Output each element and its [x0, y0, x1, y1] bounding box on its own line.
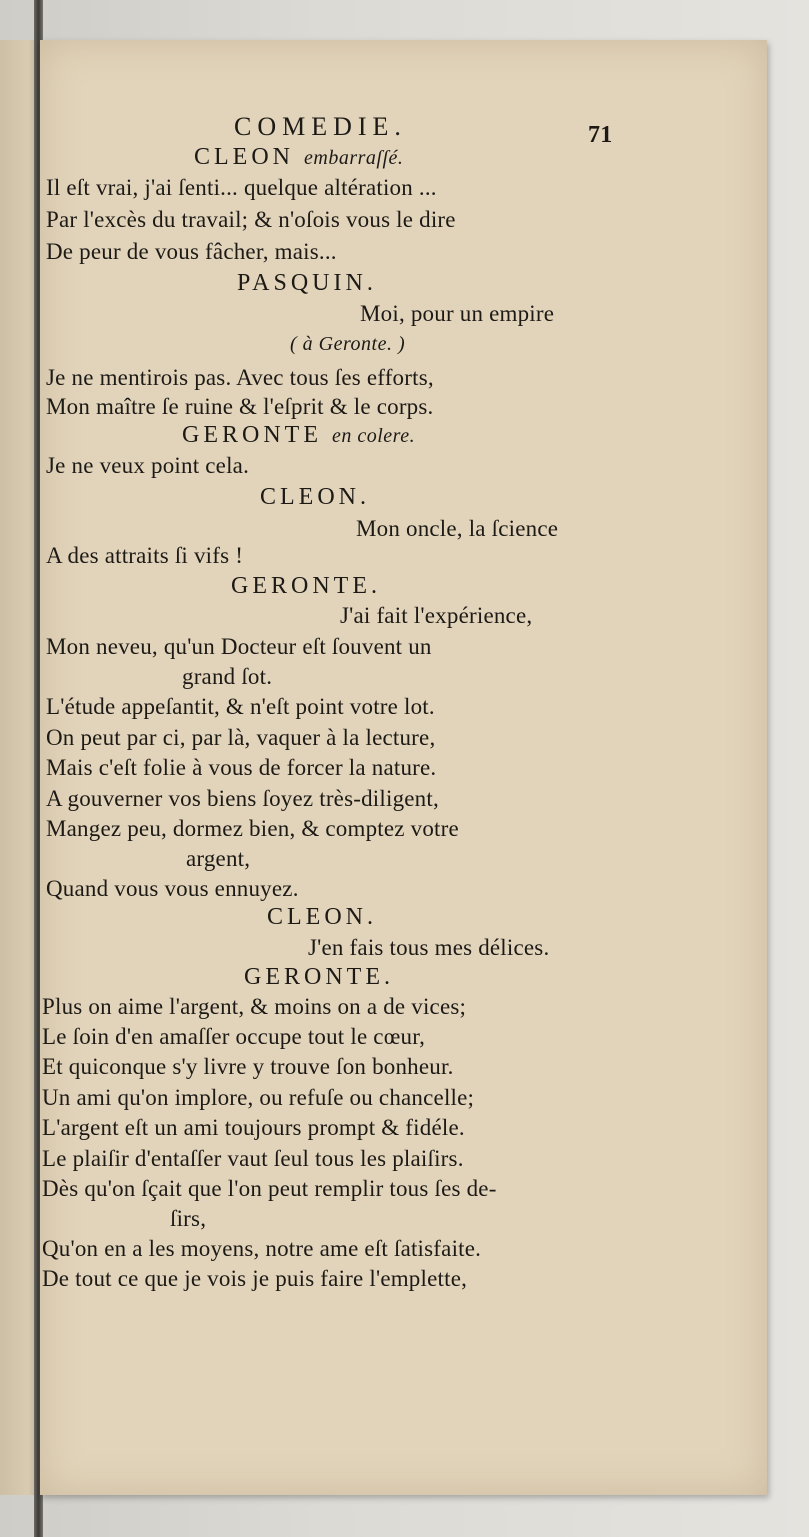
verse-line: Le ſoin d'en amaſſer occupe tout le cœur,: [42, 1024, 426, 1049]
page-text: [40, 40, 767, 1495]
verse-line: De tout ce que je vois je puis faire l'emplette,: [42, 1266, 468, 1291]
verse-line: J'en fais tous mes délices.: [308, 935, 550, 960]
speaker-heading: [194, 144, 403, 171]
verse-line: A gouverner vos biens ſoyez très-diligent,: [46, 786, 439, 811]
verse-line: Mon neveu, qu'un Docteur eſt ſouvent un: [46, 634, 432, 659]
speaker-heading: [182, 422, 415, 449]
speaker-heading: GERONTE.: [231, 573, 381, 599]
verse-line: Qu'on en a les moyens, notre ame eſt ſatisfaite.: [42, 1236, 482, 1261]
stage-direction: embarraſſé.: [304, 147, 404, 169]
verse-line: Il eſt vrai, j'ai ſenti... quelque altération ...: [46, 175, 437, 200]
verse-line: Plus on aime l'argent, & moins on a de vices;: [42, 994, 467, 1019]
verse-line: Je ne mentirois pas. Avec tous ſes efforts,: [46, 365, 434, 390]
verse-line: Et quiconque s'y livre y trouve ſon bonheur.: [42, 1054, 454, 1079]
verse-line: grand ſot.: [182, 664, 273, 689]
verse-line: Un ami qu'on implore, ou refuſe ou chancelle;: [42, 1085, 475, 1110]
book-page: [40, 40, 767, 1495]
speaker-heading: CLEON.: [267, 904, 377, 930]
verse-line: Par l'excès du travail; & n'oſois vous le dire: [46, 207, 456, 232]
verse-line: ſirs,: [170, 1206, 207, 1231]
verse-line: Mon oncle, la ſcience: [356, 516, 559, 541]
verse-line: Mais c'eſt folie à vous de forcer la nature.: [46, 755, 437, 780]
speaker-name: CLEON: [194, 144, 294, 170]
verse-line: Dès qu'on ſçait que l'on peut remplir tous ſes de-: [42, 1176, 497, 1201]
stage-direction: en colere.: [331, 425, 416, 447]
verse-line: Je ne veux point cela.: [46, 453, 250, 478]
verse-line: A des attraits ſi vifs !: [46, 543, 244, 568]
verse-line: L'argent eſt un ami toujours prompt & fidéle.: [42, 1115, 465, 1140]
verse-line: J'ai fait l'expérience,: [340, 603, 533, 628]
stage-direction: ( à Geronte. ): [290, 333, 406, 355]
speaker-heading: CLEON.: [260, 484, 370, 510]
verse-line: De peur de vous fâcher, mais...: [46, 239, 337, 264]
verse-line: argent,: [186, 846, 251, 871]
verse-line: Le plaiſir d'entaſſer vaut ſeul tous les plaiſirs.: [42, 1146, 464, 1171]
speaker-heading: GERONTE.: [244, 964, 394, 990]
page-number: 71: [588, 122, 613, 148]
running-head: COMEDIE.: [234, 112, 407, 141]
verse-line: Quand vous vous ennuyez.: [46, 876, 299, 901]
speaker-name: GERONTE: [182, 422, 322, 448]
verse-line: Mangez peu, dormez bien, & comptez votre: [46, 816, 459, 841]
speaker-heading: PASQUIN.: [237, 270, 377, 296]
verse-line: Moi, pour un empire: [360, 301, 555, 326]
verse-line: On peut par ci, par là, vaquer à la lecture,: [46, 725, 436, 750]
verse-line: L'étude appeſantit, & n'eſt point votre lot.: [46, 694, 435, 719]
verse-line: Mon maître ſe ruine & l'eſprit & le corps.: [46, 394, 434, 419]
